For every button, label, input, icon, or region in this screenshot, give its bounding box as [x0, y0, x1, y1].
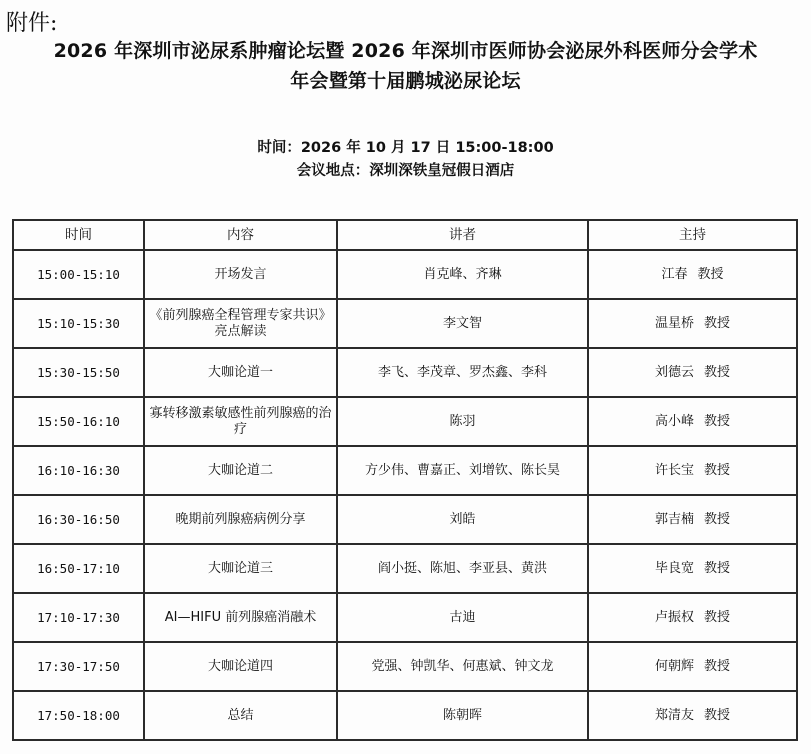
host-name: 刘德云	[654, 364, 694, 380]
cell-time: 16:10-16:30	[13, 446, 144, 495]
cell-speakers: 肖克峰、齐琳	[337, 250, 588, 299]
cell-time: 15:30-15:50	[13, 348, 144, 397]
cell-speakers: 古迪	[337, 593, 588, 642]
host-name: 郭吉楠	[654, 511, 694, 527]
cell-time: 17:30-17:50	[13, 642, 144, 691]
cell-host	[588, 593, 797, 642]
cell-content: 总结	[144, 691, 337, 740]
table-row	[13, 593, 797, 642]
meeting-venue: 会议地点：深圳深铁皇冠假日酒店	[296, 163, 515, 179]
cell-host	[588, 446, 797, 495]
cell-speakers: 刘皓	[337, 495, 588, 544]
host-title: 教授	[704, 315, 731, 331]
host-title: 教授	[704, 462, 731, 478]
host-title: 教授	[704, 511, 731, 527]
attachment-label: 附件:	[6, 11, 58, 36]
cell-host	[588, 544, 797, 593]
schedule-table	[12, 219, 798, 741]
header-host: 主持	[588, 220, 797, 250]
table-row	[13, 348, 797, 397]
cell-content: 《前列腺癌全程管理专家共识》亮点解读	[144, 299, 337, 348]
cell-content: 大咖论道三	[144, 544, 337, 593]
cell-content: 寡转移激素敏感性前列腺癌的治疗	[144, 397, 337, 446]
host-title: 教授	[704, 560, 731, 576]
cell-time: 15:00-15:10	[13, 250, 144, 299]
host-title: 教授	[704, 609, 731, 625]
cell-content: 晚期前列腺癌病例分享	[144, 495, 337, 544]
cell-speakers: 李飞、李茂章、罗杰鑫、李科	[337, 348, 588, 397]
cell-speakers: 李文智	[337, 299, 588, 348]
cell-host	[588, 495, 797, 544]
cell-speakers: 陈羽	[337, 397, 588, 446]
cell-speakers: 阎小挺、陈旭、李亚县、黄洪	[337, 544, 588, 593]
title-line-1: 2026 年深圳市泌尿系肿瘤论坛暨 2026 年深圳市医师协会泌尿外科医师分会学术	[53, 40, 758, 62]
cell-speakers: 方少伟、曹嘉正、刘增钦、陈长昊	[337, 446, 588, 495]
host-title: 教授	[697, 266, 724, 282]
cell-content: 大咖论道一	[144, 348, 337, 397]
table-header-row	[13, 220, 797, 250]
host-name: 许长宝	[654, 462, 694, 478]
table-row	[13, 397, 797, 446]
host-name: 高小峰	[654, 413, 694, 429]
header-content: 内容	[144, 220, 337, 250]
cell-host	[588, 250, 797, 299]
cell-content: 大咖论道四	[144, 642, 337, 691]
cell-speakers: 党强、钟凯华、何惠斌、钟文龙	[337, 642, 588, 691]
host-name: 郑清友	[654, 707, 694, 723]
cell-host	[588, 299, 797, 348]
cell-time: 15:50-16:10	[13, 397, 144, 446]
cell-content: AI—HIFU 前列腺癌消融术	[144, 593, 337, 642]
cell-content: 开场发言	[144, 250, 337, 299]
host-name: 何朝辉	[654, 658, 694, 674]
title-line-2: 年会暨第十届鹏城泌尿论坛	[290, 70, 521, 92]
table-row	[13, 250, 797, 299]
table-row	[13, 495, 797, 544]
host-title: 教授	[704, 707, 731, 723]
cell-time: 17:50-18:00	[13, 691, 144, 740]
cell-host	[588, 691, 797, 740]
cell-content: 大咖论道二	[144, 446, 337, 495]
cell-time: 17:10-17:30	[13, 593, 144, 642]
host-name: 温星桥	[654, 315, 694, 331]
host-title: 教授	[704, 413, 731, 429]
table-row	[13, 299, 797, 348]
header-time: 时间	[13, 220, 144, 250]
cell-speakers: 陈朝晖	[337, 691, 588, 740]
table-row	[13, 446, 797, 495]
table-row	[13, 642, 797, 691]
document-title	[0, 36, 811, 96]
cell-time: 16:30-16:50	[13, 495, 144, 544]
header-speakers: 讲者	[337, 220, 588, 250]
meeting-time: 时间：2026 年 10 月 17 日 15:00-18:00	[257, 140, 554, 156]
table-row	[13, 544, 797, 593]
cell-time: 16:50-17:10	[13, 544, 144, 593]
cell-host	[588, 397, 797, 446]
host-name: 卢振权	[654, 609, 694, 625]
host-name: 江春	[661, 266, 688, 282]
host-name: 毕良宽	[654, 560, 694, 576]
table-row	[13, 691, 797, 740]
cell-time: 15:10-15:30	[13, 299, 144, 348]
host-title: 教授	[704, 364, 731, 380]
cell-host	[588, 348, 797, 397]
cell-host	[588, 642, 797, 691]
host-title: 教授	[704, 658, 731, 674]
